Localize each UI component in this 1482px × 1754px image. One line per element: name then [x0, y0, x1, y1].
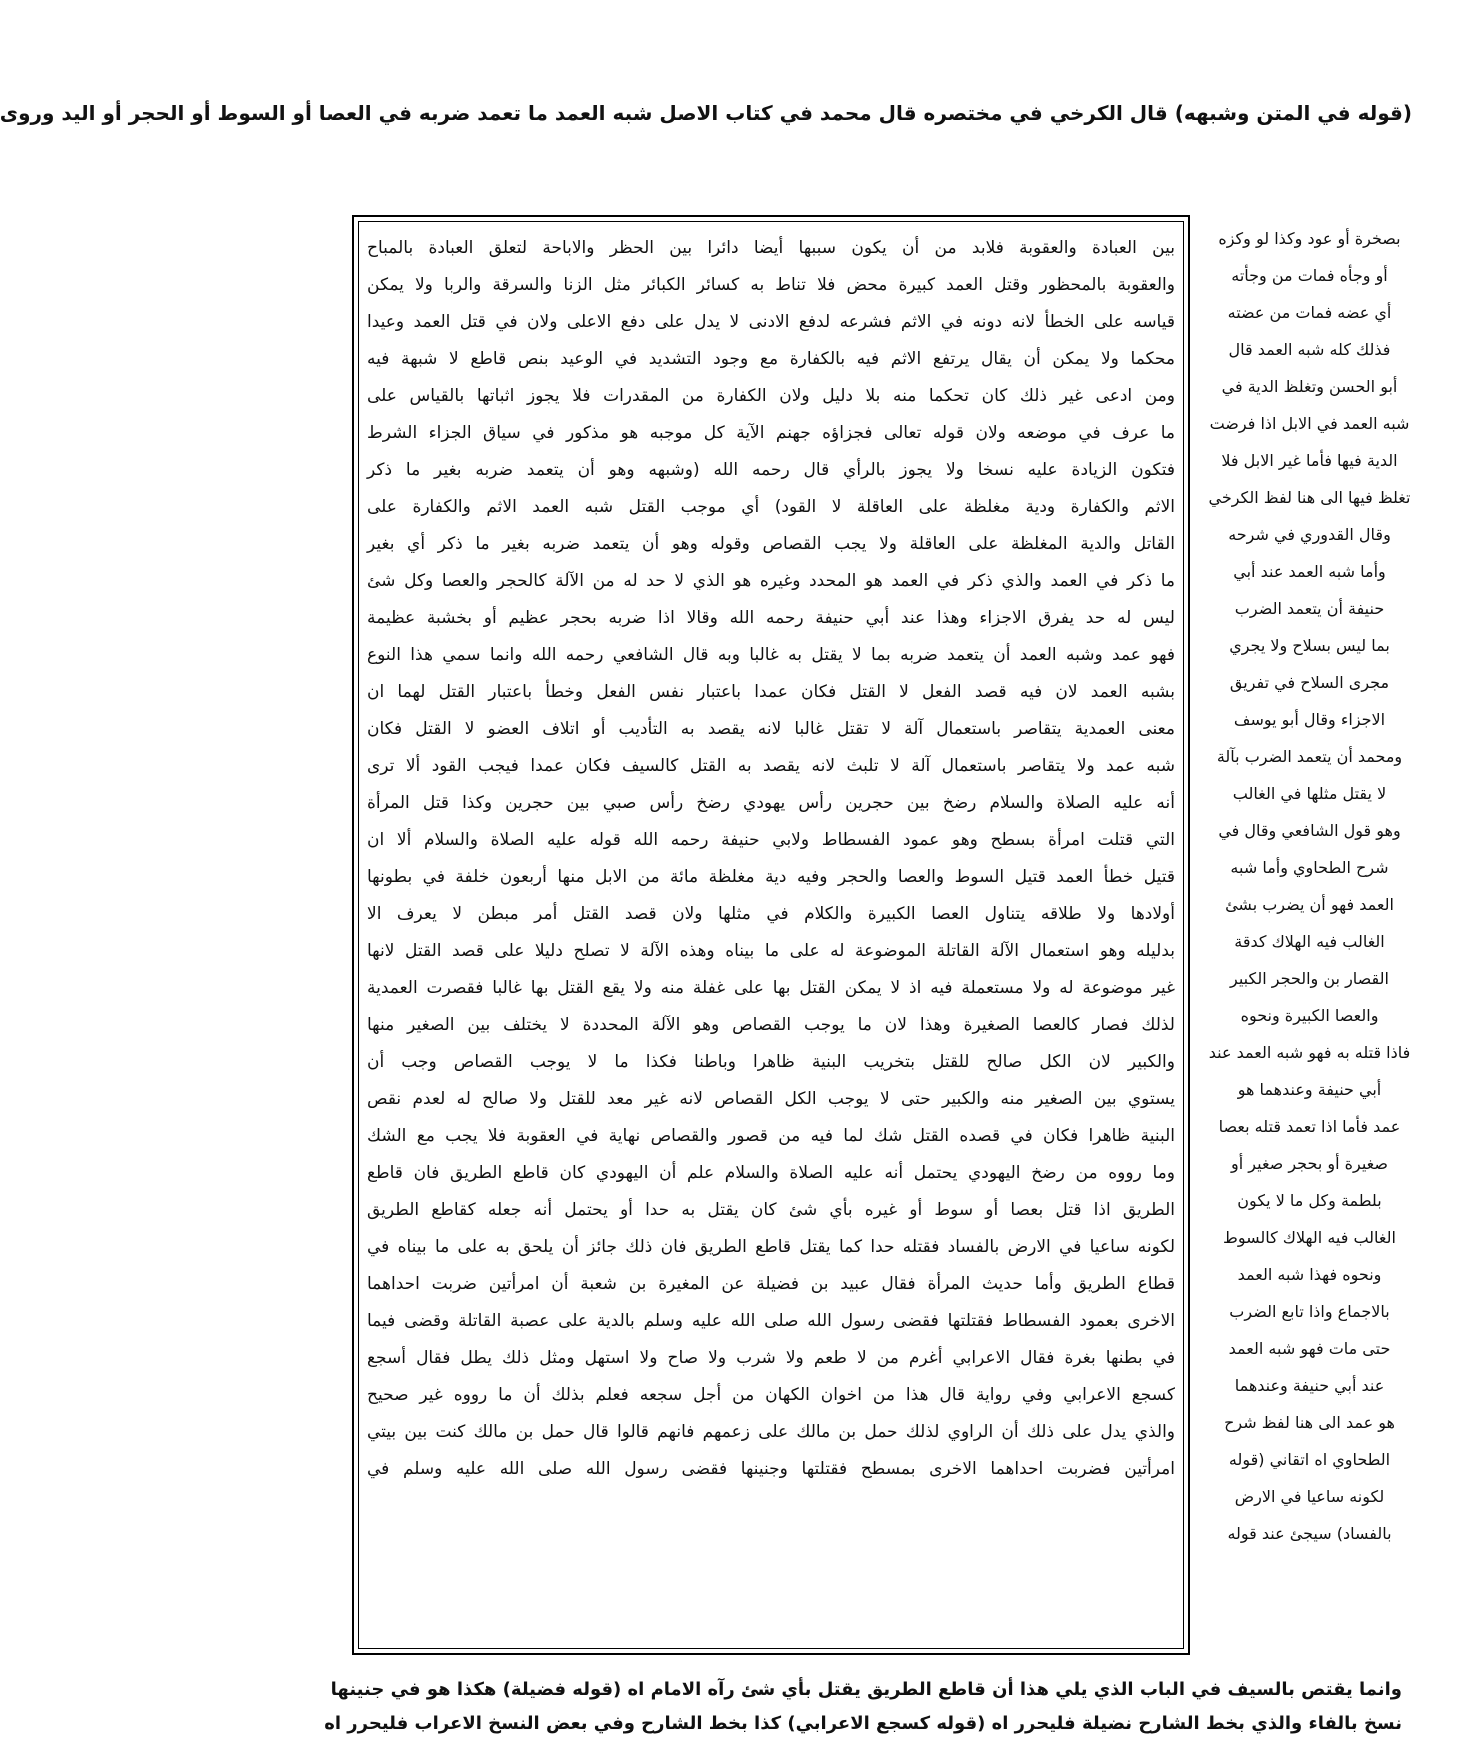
main-text-line: بدليله وهو استعمال الآلة القاتلة الموضوعة له على ما بيناه وهذه الآلة لا تصلح دليلا على قصد القتل لانها	[367, 941, 1175, 961]
main-text-line: يستوي بين الصغير منه والكبير حتى لا يوجب الكل القصاص لانه غير معد للقتل ولا صالح له لعدم نقص	[367, 1089, 1175, 1109]
margin-note-line: بالاجماع واذا تابع الضرب	[1229, 1302, 1390, 1321]
margin-note-line: الغالب فيه الهلاك كدقة	[1234, 932, 1385, 951]
main-text-line: فهو عمد وشبه العمد أن يتعمد ضربه بما لا يقتل به غالبا وبه قال الشافعي رحمه الله وانما سمي هذا النوع	[367, 645, 1175, 665]
margin-note-line: أي عضه فمات من عضته	[1227, 303, 1392, 322]
main-text-line: البنية ظاهرا فكان في قصده القتل شك لما فيه من قصور والقصاص نهاية في العقوبة فلا يجب مع الشك	[367, 1126, 1175, 1146]
main-text-line: كسجع الاعرابي وفي رواية قال هذا من اخوان الكهان من أجل سجعه فعلم بذلك أن ما رووه غير صحيح	[367, 1385, 1175, 1405]
margin-note-line: تغلظ فيها الى هنا لفظ الكرخي	[1208, 488, 1411, 507]
margin-note-line: صغيرة أو بحجر صغير أو	[1231, 1154, 1388, 1173]
main-text-line: الطريق اذا قتل بعصا أو سوط أو غيره بأي شئ كان يقتل به حدا أو يحتمل أنه جعله كقاطع الطريق	[367, 1200, 1175, 1220]
margin-note-line: عمد فأما اذا تعمد قتله بعصا	[1218, 1117, 1401, 1136]
main-text-line: شبه عمد ولا يتقاصر باستعمال آلة لا تلبث لانه يقصد به القتل كالسيف فكان عمدا فيجب القود ألا ترى	[367, 756, 1175, 776]
main-text-line: الاخرى بعمود الفسطاط فقتلتها فقضى رسول الله صلى الله عليه وسلم بالدية على عصبة القاتلة وقضى فيما	[367, 1311, 1175, 1331]
margin-note-line: أبو الحسن وتغلظ الدية في	[1221, 377, 1398, 396]
margin-note-line: الطحاوي اه اتقاني (قوله	[1228, 1450, 1391, 1469]
margin-note-line: وقال القدوري في شرحه	[1228, 525, 1391, 544]
main-text-line: امرأتين فضربت احداهما الاخرى بمسطح فقتلتها وجنينها فقضى رسول الله صلى الله عليه وسلم في	[367, 1459, 1175, 1479]
main-text-line: ومن ادعى غير ذلك كان تحكما منه بلا دليل ولان الكفارة من المقدرات فلا يجوز اثباتها بالقياس على	[367, 386, 1175, 406]
main-text-line: محكما ولا يمكن أن يقال يرتفع الاثم فيه بالكفارة مع وجود التشديد في الوعيد بنص قاطع لا شبهة فيه	[367, 349, 1175, 369]
main-text-line: بشبه العمد لان فيه قصد الفعل لا القتل فكان عمدا باعتبار نفس الفعل وخطأ باعتبار القتل لهما ان	[367, 682, 1175, 702]
margin-note-line: وهو قول الشافعي وقال في	[1218, 821, 1401, 840]
margin-note-line: ومحمد أن يتعمد الضرب بآلة	[1216, 747, 1403, 766]
margin-note-line: القصار بن والحجر الكبير	[1230, 969, 1389, 988]
main-text-line: لذلك فصار كالعصا الصغيرة وهذا لان ما يوجب القصاص وهو الآلة المحددة لا يختلف بين الصغير منها	[367, 1015, 1175, 1035]
main-text-line: غير موضوعة له ولا مستعملة فيه اذ لا يمكن القتل بها على غفلة منه ولا يقع القتل بها غالبا فقصرت العمدية	[367, 978, 1175, 998]
margin-note-line: والعصا الكبيرة ونحوه	[1240, 1006, 1379, 1025]
main-text-line: أولادها ولا طلاقه يتناول العصا الكبيرة والكلام في مثلها ولان قصد القتل أمر مبطن لا يعرف الا	[367, 904, 1175, 924]
main-text-line: والذي يدل على ذلك أن الراوي لذلك حمل بن مالك على زعمهم فانهم قالوا قال حمل بن مالك كنت بين بيتي	[367, 1422, 1175, 1442]
margin-note-line: الاجزاء وقال أبو يوسف	[1233, 710, 1386, 729]
margin-note-line: الغالب فيه الهلاك كالسوط	[1223, 1228, 1396, 1247]
margin-note-line: الدية فيها فأما غير الابل فلا	[1221, 451, 1398, 470]
margin-note-line: أو وجأه فمات من وجأته	[1231, 266, 1388, 285]
main-text-line: القاتل والدية المغلظة على العاقلة ولا يجب القصاص وقوله وهو أن يتعمد ضربه بغير ما ذكر أي بغير	[367, 534, 1175, 554]
margin-note-line: ونحوه فهذا شبه العمد	[1237, 1265, 1382, 1284]
main-text-column	[367, 230, 1175, 1488]
main-text-line: بين العبادة والعقوبة فلابد من أن يكون سببها أيضا دائرا بين الحظر والاباحة لتعلق العبادة بالمباح	[367, 238, 1175, 258]
margin-note-line: بالفساد) سيجئ عند قوله	[1227, 1524, 1392, 1543]
margin-note-line: هو عمد الى هنا لفظ شرح	[1224, 1413, 1395, 1432]
margin-note-line: حنيفة أن يتعمد الضرب	[1234, 599, 1385, 618]
margin-note-line: بلطمة وكل ما لا يكون	[1237, 1191, 1382, 1210]
main-text-line: أنه عليه الصلاة والسلام رضخ بين حجرين رأس يهودي رضخ رأس صبي بين حجرين وكذا قتل المرأة	[367, 793, 1175, 813]
margin-note-line: عند أبي حنيفة وعندهما	[1234, 1376, 1385, 1395]
margin-note-line: لا يقتل مثلها في الغالب	[1232, 784, 1387, 803]
main-text-line: ما ذكر في العمد والذي ذكر في العمد هو المحدد وغيره هو الذي لا حد له من الآلة كالحجر والعصا وكل شئ	[367, 571, 1175, 591]
main-text-line: والعقوبة بالمحظور وقتل العمد كبيرة محض فلا تناط به كسائر الكبائر مثل الزنا والسرقة والربا ولا يمكن	[367, 275, 1175, 295]
main-text-line: الاثم والكفارة ودية مغلظة على العاقلة لا القود) أي موجب القتل شبه العمد الاثم والكفارة على	[367, 497, 1175, 517]
margin-note-line: بصخرة أو عود وكذا لو وكزه	[1218, 229, 1401, 248]
main-text-line: قياسه على الخطأ لانه دونه في الاثم فشرعه لدفع الادنى لا يدل على دفع الاعلى ولان في قتل العمد وعيدا	[367, 312, 1175, 332]
footnote-line-1: وانما يقتص بالسيف في الباب الذي يلي هذا أن قاطع الطريق يقتل بأي شئ رآه الامام اه (قوله فضيلة) هكذا هو في جنينها	[330, 1679, 1402, 1700]
margin-note-line: وأما شبه العمد عند أبي	[1233, 562, 1386, 581]
main-text-line: ليس له حد يفرق الاجزاء وهذا عند أبي حنيفة رحمه الله وقالا اذا ضربه بحجر عظيم أو بخشبة عظيمة	[367, 608, 1175, 628]
margin-note-line: شبه العمد في الابل اذا فرضت	[1209, 414, 1410, 433]
margin-note-line: بما ليس بسلاح ولا يجري	[1229, 636, 1390, 655]
margin-note-line: لكونه ساعيا في الارض	[1234, 1487, 1385, 1506]
main-text-line: ما عرف في موضعه ولان قوله تعالى فجزاؤه جهنم الآية كل موجبه هو مذكور في سياق الجزاء الشرط	[367, 423, 1175, 443]
main-text-line: قطاع الطريق وأما حديث المرأة فقال عبيد بن فضيلة عن المغيرة بن شعبة أن امرأتين ضربت احداهما	[367, 1274, 1175, 1294]
main-text-line: التي قتلت امرأة بسطح وهو عمود الفسطاط ولابي حنيفة رحمه الله قوله عليه الصلاة والسلام ألا ان	[367, 830, 1175, 850]
margin-note-line: فذلك كله شبه العمد قال	[1228, 340, 1391, 359]
main-text-line: في بطنها بغرة فقال الاعرابي أغرم من لا طعم ولا شرب ولا صاح ولا استهل ومثل ذلك يطل فقال أسجع	[367, 1348, 1175, 1368]
margin-note-line: شرح الطحاوي وأما شبه	[1230, 858, 1389, 877]
main-text-line: والكبير لان الكل صالح للقتل بتخريب البنية ظاهرا وباطنا فكذا ما لا يوجب القصاص وجب أن	[367, 1052, 1175, 1072]
margin-note-line: أبي حنيفة وعندهما هو	[1237, 1080, 1382, 1099]
main-text-line: وما رووه من رضخ اليهودي يحتمل أنه عليه الصلاة والسلام علم أن اليهودي كان قاطع الطريق فان قاطع	[367, 1163, 1175, 1183]
margin-note-line: حتى مات فهو شبه العمد	[1228, 1339, 1391, 1358]
margin-note-line: العمد فهو أن يضرب بشئ	[1225, 895, 1394, 914]
main-text-line: قتيل خطأ العمد قتيل السوط والعصا والحجر وفيه دية مغلظة مائة من الابل منها أربعون خلفة في بطونها	[367, 867, 1175, 887]
margin-note-line: فاذا قتله به فهو شبه العمد عند	[1208, 1043, 1411, 1062]
main-text-line: لكونه ساعيا في الارض بالفساد فقتله حدا كما يقتل قاطع الطريق فان ذلك جائز أن يلحق به على ما بيناه في	[367, 1237, 1175, 1257]
header-line-1: (قوله في المتن وشبهه) قال الكرخي في مختصره قال محمد في كتاب الاصل شبه العمد ما تعمد ضربه في العصا أو السوط أو الحجر أو اليد وروى	[0, 101, 1412, 125]
main-text-line: فتكون الزيادة عليه نسخا ولا يجوز بالرأي قال رحمه الله (وشبهه وهو أن يتعمد ضربه بغير ما ذكر	[367, 460, 1175, 480]
footnote-line-2: نسخ بالفاء والذي بخط الشارح نضيلة فليحرر اه (قوله كسجع الاعرابي) كذا بخط الشارح وفي بعض النسخ الاعراب فليحرر اه	[324, 1713, 1402, 1734]
margin-note-line: مجرى السلاح في تفريق	[1229, 673, 1390, 692]
main-text-line: معنى العمدية يتقاصر باستعمال آلة لا تقتل غالبا لانه يقصد به التأديب أو اتلاف العضو لا القتل فكان	[367, 719, 1175, 739]
margin-commentary-column	[1202, 220, 1417, 1552]
